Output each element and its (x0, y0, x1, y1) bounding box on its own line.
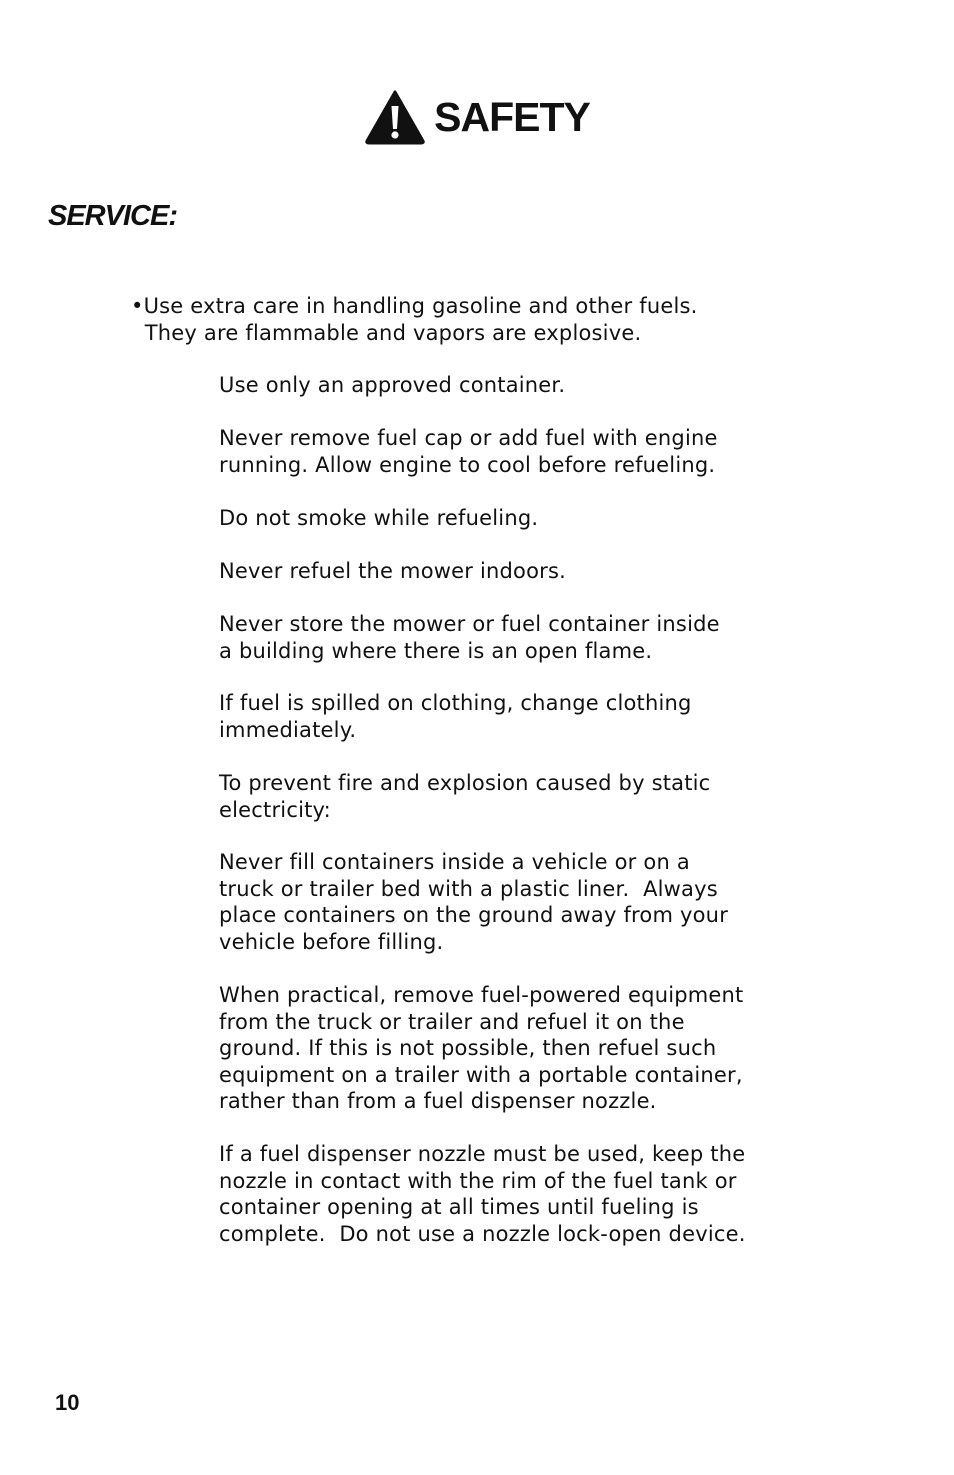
page-number: 10 (55, 1390, 80, 1415)
item-no-smoking: Do not smoke while refueling. (219, 506, 539, 530)
item-fill-containers: Never fill containers inside a vehicle or on a truck or trailer bed with a plastic liner. Always place containers on the ground away from your vehicle before filling. (219, 850, 729, 954)
item-remove-equipment: When practical, remove fuel-powered equipment from the truck or trailer and refuel it on the ground. If this is not possible, then refuel such equipment on a trailer with a portable container, rather than from a fuel dispenser nozzle. (219, 983, 744, 1113)
page-title: SAFETY (434, 93, 590, 140)
item-fuel-cap: Never remove fuel cap or add fuel with engine running. Allow engine to cool before refueling. (219, 426, 718, 477)
item-storage: Never store the mower or fuel container inside a building where there is an open flame. (219, 612, 720, 663)
item-spilled-fuel: If fuel is spilled on clothing, change clothing immediately. (219, 691, 692, 742)
item-dispenser-nozzle: If a fuel dispenser nozzle must be used, keep the nozzle in contact with the rim of the fuel tank or container opening at all times until fueling is complete. Do not use a nozzle lock-open device. (219, 1142, 746, 1246)
page-header (0, 86, 954, 148)
item-static-electricity: To prevent fire and explosion caused by static electricity: (219, 771, 711, 822)
item-approved-container: Use only an approved container. (219, 373, 566, 397)
section-title: SERVICE: (48, 200, 177, 232)
intro-bullet: •Use extra care in handling gasoline and other fuels. They are flammable and vapors are explosive. (131, 294, 698, 345)
item-no-indoor-refuel: Never refuel the mower indoors. (219, 559, 566, 583)
warning-triangle-icon (364, 89, 426, 145)
